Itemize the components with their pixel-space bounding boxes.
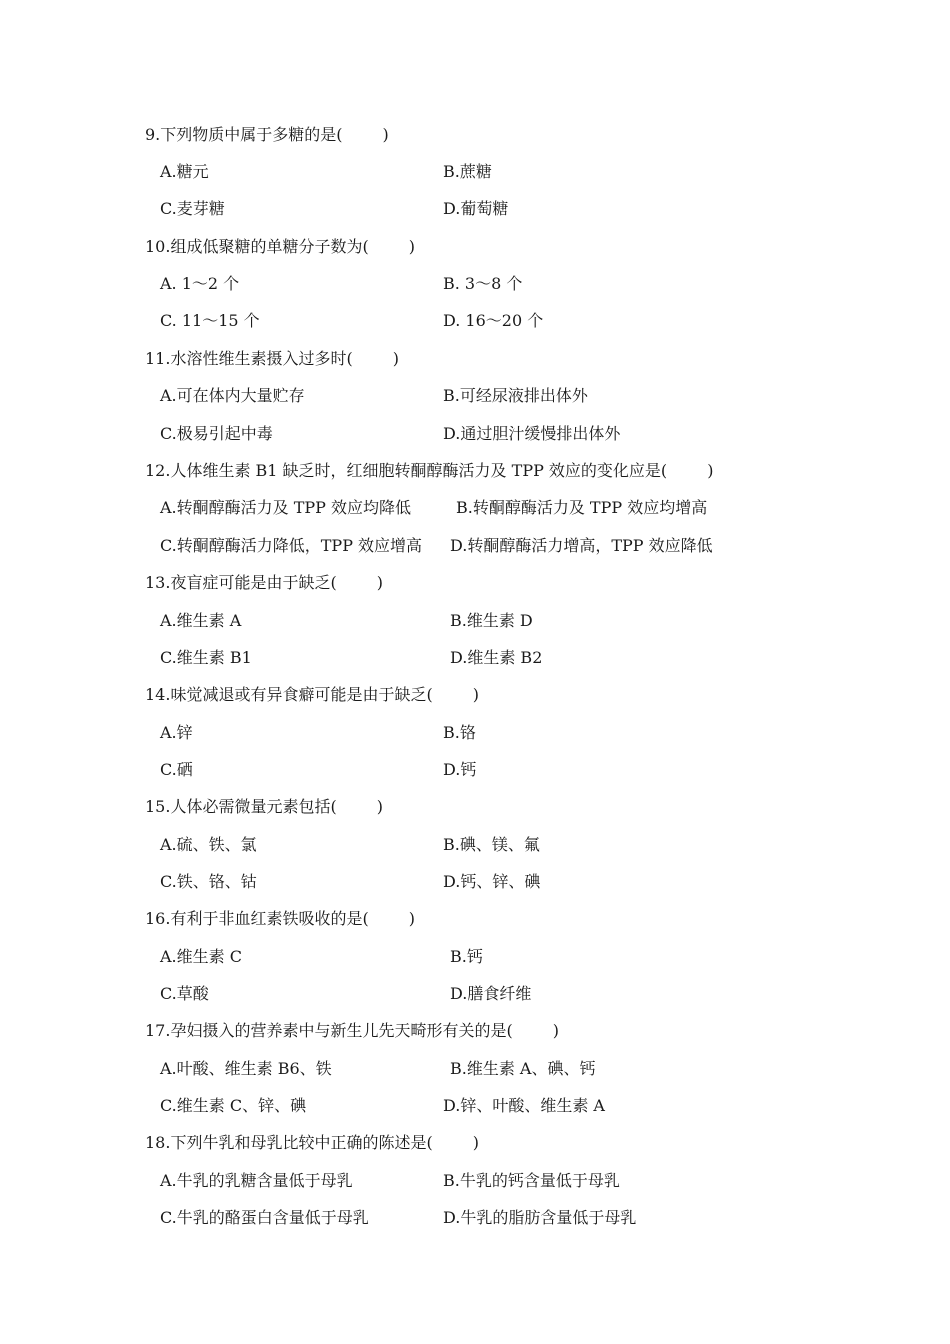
- option-b[interactable]: B.牛乳的钙含量低于母乳: [443, 1171, 620, 1190]
- question-close: ): [376, 797, 383, 816]
- option-d[interactable]: D.钙: [443, 760, 477, 779]
- option-a[interactable]: A.糖元: [160, 162, 209, 181]
- option-b[interactable]: B.维生素 A、碘、钙: [450, 1059, 596, 1078]
- question-stem: [145, 237, 415, 257]
- question-text: 16.有利于非血红素铁吸收的是(: [145, 909, 369, 928]
- option-c[interactable]: C.维生素 C、锌、碘: [160, 1096, 307, 1115]
- option-d[interactable]: D.通过胆汁缓慢排出体外: [443, 424, 621, 443]
- option-c[interactable]: C.维生素 B1: [160, 648, 252, 667]
- option-c[interactable]: C.草酸: [160, 984, 209, 1003]
- option-a[interactable]: A. 1～2 个: [160, 274, 240, 293]
- option-c[interactable]: C.转酮醇酶活力降低，TPP 效应增高: [160, 536, 423, 555]
- option-a[interactable]: A.维生素 A: [160, 611, 242, 630]
- option-d[interactable]: D.牛乳的脂肪含量低于母乳: [443, 1208, 637, 1227]
- option-a[interactable]: A.硫、铁、氯: [160, 835, 257, 854]
- question-stem: [145, 1021, 559, 1041]
- question-text: 18.下列牛乳和母乳比较中正确的陈述是(: [145, 1133, 433, 1152]
- option-b[interactable]: B.蔗糖: [443, 162, 492, 181]
- question-stem: [145, 1133, 479, 1153]
- option-d[interactable]: D.膳食纤维: [450, 984, 532, 1003]
- question-text: 17.孕妇摄入的营养素中与新生儿先天畸形有关的是(: [145, 1021, 513, 1040]
- option-d[interactable]: D. 16～20 个: [443, 311, 544, 330]
- question-close: ): [552, 1021, 559, 1040]
- question-text: 10.组成低聚糖的单糖分子数为(: [145, 237, 369, 256]
- question-text: 13.夜盲症可能是由于缺乏(: [145, 573, 337, 592]
- question-close: ): [707, 461, 714, 480]
- option-b[interactable]: B. 3～8 个: [443, 274, 523, 293]
- question-text: 14.味觉减退或有异食癖可能是由于缺乏(: [145, 685, 433, 704]
- option-d[interactable]: D.锌、叶酸、维生素 A: [443, 1096, 605, 1115]
- option-a[interactable]: A.叶酸、维生素 B6、铁: [160, 1059, 332, 1078]
- question-close: ): [392, 349, 399, 368]
- option-b[interactable]: B.可经尿液排出体外: [443, 386, 588, 405]
- option-b[interactable]: B.转酮醇酶活力及 TPP 效应均增高: [456, 498, 708, 517]
- question-text: 12.人体维生素 B1 缺乏时，红细胞转酮醇酶活力及 TPP 效应的变化应是(: [145, 461, 668, 480]
- option-c[interactable]: C.铁、铬、钴: [160, 872, 257, 891]
- option-c[interactable]: C.硒: [160, 760, 193, 779]
- question-stem: [145, 349, 399, 369]
- question-text: 9.下列物质中属于多糖的是(: [145, 125, 343, 144]
- question-stem: [145, 685, 479, 705]
- question-close: ): [408, 909, 415, 928]
- question-text: 15.人体必需微量元素包括(: [145, 797, 337, 816]
- question-close: ): [472, 1133, 479, 1152]
- option-c[interactable]: C. 11～15 个: [160, 311, 260, 330]
- option-a[interactable]: A.可在体内大量贮存: [160, 386, 305, 405]
- option-b[interactable]: B.维生素 D: [450, 611, 533, 630]
- option-a[interactable]: A.锌: [160, 723, 193, 742]
- option-b[interactable]: B.碘、镁、氟: [443, 835, 540, 854]
- question-close: ): [408, 237, 415, 256]
- option-a[interactable]: A.牛乳的乳糖含量低于母乳: [160, 1171, 353, 1190]
- question-close: ): [382, 125, 389, 144]
- option-c[interactable]: C.极易引起中毒: [160, 424, 273, 443]
- option-a[interactable]: A.转酮醇酶活力及 TPP 效应均降低: [160, 498, 412, 517]
- option-b[interactable]: B.铬: [443, 723, 476, 742]
- option-d[interactable]: D.葡萄糖: [443, 199, 509, 218]
- question-stem: [145, 461, 713, 481]
- option-a[interactable]: A.维生素 C: [160, 947, 242, 966]
- option-d[interactable]: D.钙、锌、碘: [443, 872, 541, 891]
- option-c[interactable]: C.麦芽糖: [160, 199, 225, 218]
- question-stem: [145, 909, 415, 929]
- question-stem: [145, 797, 383, 817]
- option-d[interactable]: D.维生素 B2: [450, 648, 543, 667]
- question-stem: [145, 125, 389, 145]
- option-b[interactable]: B.钙: [450, 947, 483, 966]
- question-close: ): [472, 685, 479, 704]
- option-c[interactable]: C.牛乳的酪蛋白含量低于母乳: [160, 1208, 369, 1227]
- question-stem: [145, 573, 383, 593]
- question-close: ): [376, 573, 383, 592]
- question-text: 11.水溶性维生素摄入过多时(: [145, 349, 353, 368]
- option-d[interactable]: D.转酮醇酶活力增高，TPP 效应降低: [450, 536, 713, 555]
